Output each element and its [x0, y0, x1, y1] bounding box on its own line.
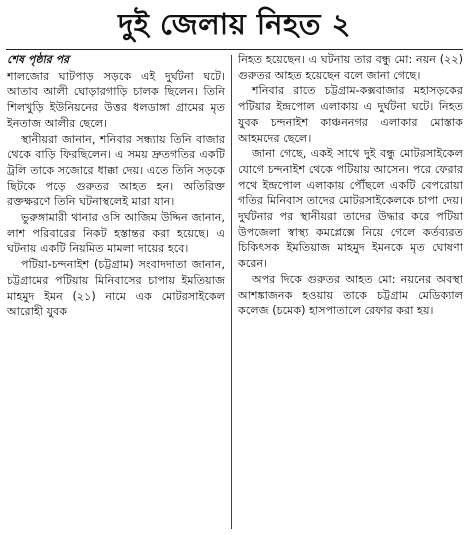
article-paragraph: শনিবার রাতে চট্টগ্রাম-কক্সবাজার মহাসড়কের পটিয়ার ইন্দ্রপোল এলাকায় এ দুর্ঘটনা ঘটে। নিহত যুবক চন্দনাইশ কাঞ্চননগর এলাকার মোস্তাক আহমদের ছেলে।	[238, 84, 463, 145]
article-paragraph: পটিয়া-চন্দনাইশ (চট্টগ্রাম) সংবাদদাতা জানান, চট্টগ্রামের পটিয়ায় মিনিবাসের চাপায় ইমতিয়াজ মাহমুদ ইমন (২১) নামে এক মোটরসাইকেল আরোহী যুবক	[7, 258, 225, 319]
article-paragraph: অপর দিকে গুরুতর আহত মো: নয়নের অবস্থা আশঙ্কাজনক হওয়ায় তাকে চট্টগ্রাম মেডিক্যাল কলেজ (চমেক) হাসপাতালে রেফার করা হয়।	[238, 272, 463, 318]
article-paragraph: শালজোর ঘাটপাড় সড়কে এই দুর্ঘটনা ঘটে। আতাব আলী ঘোড়ারগাড়ি চালক ছিলেন। তিনি শিলখুড়ি ইউনিয়নের উত্তর ধলডাঙ্গা গ্রামের মৃত ইনতাজ আলীর ছেলে।	[7, 69, 225, 130]
column-divider	[231, 55, 232, 529]
continuation-label: শেষ পৃষ্ঠার পর	[7, 53, 70, 66]
article-column-left	[7, 52, 225, 531]
article-paragraph: নিহত হয়েছেন। এ ঘটনায় তার বন্ধু মো: নয়ন (২২) গুরুতর আহত হয়েছেন বলে জানা গেছে।	[238, 53, 463, 82]
article-paragraph: স্থানীয়রা জানান, শনিবার সন্ধ্যায় তিনি বাজার থেকে বাড়ি ফিরছিলেন। এ সময় দ্রুতগতির একটি ট্রলি তাকে সজোরে ধাক্কা দেয়। এতে তিনি সড়কে ছিটকে পড়ে গুরুতর আহত হন। অতিরিক্ত রক্তক্ষরণে তিনি ঘটনাস্থলেই মারা যান।	[7, 132, 225, 209]
headline: দুই জেলায় নিহত ২	[118, 7, 351, 41]
headline-divider	[6, 49, 463, 50]
article-paragraph: জানা গেছে, একই সাথে দুই বন্ধু মোটরসাইকেল যোগে চন্দনাইশ থেকে পটিয়ায় আসেন। পরে ফেরার পথে ইন্দ্রপোল এলাকায় পৌঁছলে একটি বেপরোয়া গতির মিনিবাস তাদের মোটরসাইকেলকে চাপা দেয়। দুর্ঘটনার পর স্থানীয়রা তাদের উদ্ধার করে পটিয়া উপজেলা স্বাস্থ্য কমপ্লেক্সে নিয়ে গেলে কর্তব্যরত চিকিৎসক ইমতিয়াজ মাহমুদ ইমনকে মৃত ঘোষণা করেন।	[238, 147, 463, 271]
article-column-right	[238, 52, 463, 531]
article-paragraph: ভুরুঙ্গামারী থানার ওসি আজিম উদ্দিন জানান, লাশ পরিবারের নিকট হস্তান্তর করা হয়েছে। এ ঘটনায় একটি নিয়মিত মামলা দায়ের হবে।	[7, 211, 225, 256]
